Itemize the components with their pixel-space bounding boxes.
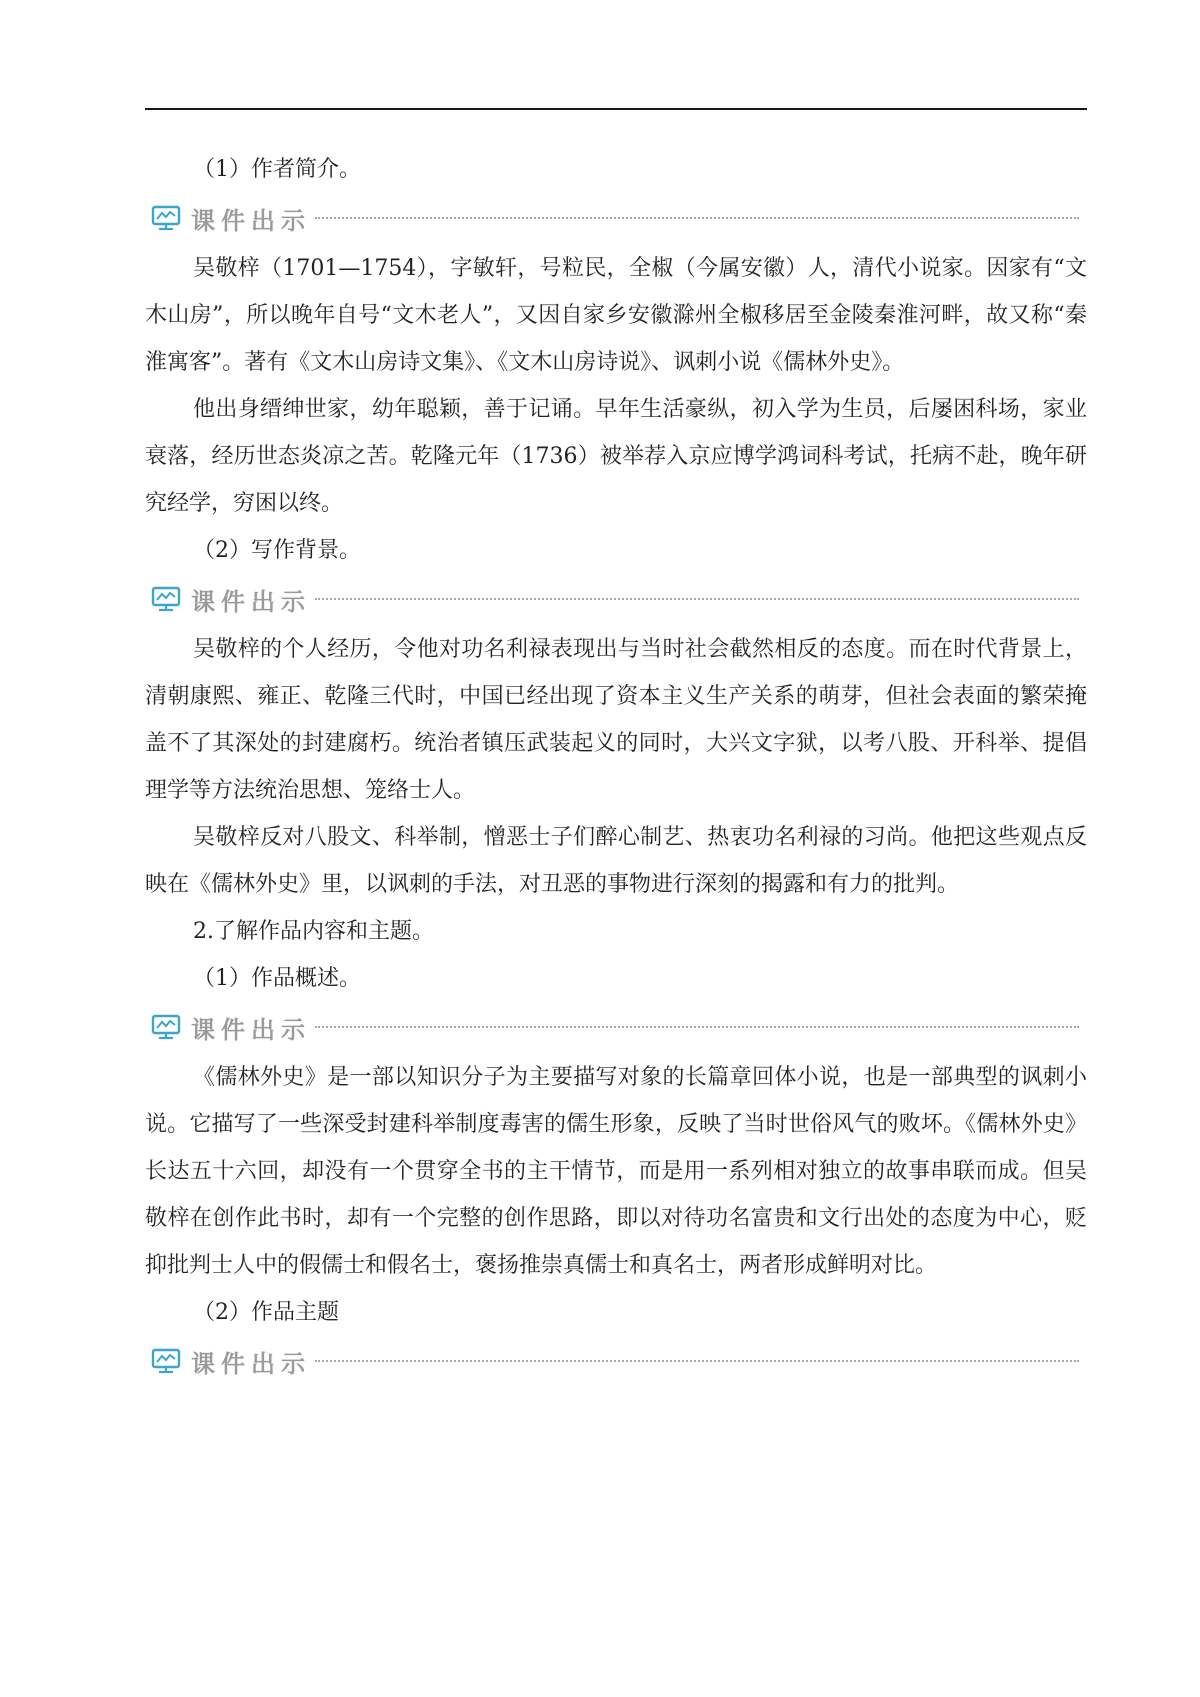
- courseware-screen-icon: [151, 1348, 181, 1374]
- banner-title: 课件出示: [191, 1015, 311, 1044]
- courseware-banner: [145, 1008, 1087, 1046]
- section-label-overview: （1）作品概述。: [193, 966, 361, 991]
- courseware-banner: [145, 580, 1087, 618]
- dotted-rule: [315, 598, 1079, 600]
- dotted-rule: [315, 1026, 1079, 1028]
- paragraph: 吴敬梓的个人经历，令他对功名利禄表现出与当时社会截然相反的态度。而在时代背景上，清朝康熙、雍正、乾隆三代时，中国已经出现了资本主义生产关系的萌芽，但社会表面的繁荣掩盖不了其深处的封建腐朽。统治者镇压武装起义的同时，大兴文字狱，以考八股、开科举、提倡理学等方法统治思想、笼络士人。: [145, 637, 1087, 803]
- banner-title: 课件出示: [191, 1349, 311, 1378]
- dotted-rule: [315, 1360, 1079, 1362]
- paragraph: 吴敬梓（1701—1754），字敏轩，号粒民，全椒（今属安徽）人，清代小说家。因家有“文木山房”，所以晚年自号“文木老人”，又因自家乡安徽滁州全椒移居至金陵秦淮河畔，故又称“秦淮寓客”。著有《文木山房诗文集》、《文木山房诗说》、讽刺小说《儒林外史》。: [145, 256, 1087, 375]
- paragraph: 《儒林外史》是一部以知识分子为主要描写对象的长篇章回体小说，也是一部典型的讽刺小说。它描写了一些深受封建科举制度毒害的儒生形象，反映了当时世俗风气的败坏。《儒林外史》长达五十六回，却没有一个贯穿全书的主干情节，而是用一系列相对独立的故事串联而成。但吴敬梓在创作此书时，却有一个完整的创作思路，即以对待功名富贵和文行出处的态度为中心，贬抑批判士人中的假儒士和假名士，褒扬推崇真儒士和真名士，两者形成鲜明对比。: [145, 1065, 1087, 1278]
- header-rule: [145, 108, 1087, 110]
- section-label-background: （2）写作背景。: [193, 538, 361, 563]
- courseware-screen-icon: [151, 205, 181, 231]
- document-body: [145, 146, 1087, 1388]
- dotted-rule: [315, 217, 1079, 219]
- banner-title: 课件出示: [191, 206, 311, 235]
- courseware-screen-icon: [151, 586, 181, 612]
- section-heading-content-theme: 2.了解作品内容和主题。: [193, 919, 434, 944]
- paragraph: 他出身缙绅世家，幼年聪颖，善于记诵。早年生活豪纵，初入学为生员，后屡困科场，家业衰落，经历世态炎凉之苦。乾隆元年（1736）被举荐入京应博学鸿词科考试，托病不赴，晚年研究经学，穷困以终。: [145, 397, 1087, 516]
- courseware-banner: [145, 199, 1087, 237]
- banner-title: 课件出示: [191, 587, 311, 616]
- courseware-banner: [145, 1342, 1087, 1380]
- paragraph: 吴敬梓反对八股文、科举制，憎恶士子们醉心制艺、热衷功名利禄的习尚。他把这些观点反映在《儒林外史》里，以讽刺的手法，对丑恶的事物进行深刻的揭露和有力的批判。: [145, 825, 1087, 897]
- courseware-screen-icon: [151, 1014, 181, 1040]
- section-label-theme: （2）作品主题: [193, 1300, 339, 1325]
- section-label-author-intro: （1）作者简介。: [193, 157, 361, 182]
